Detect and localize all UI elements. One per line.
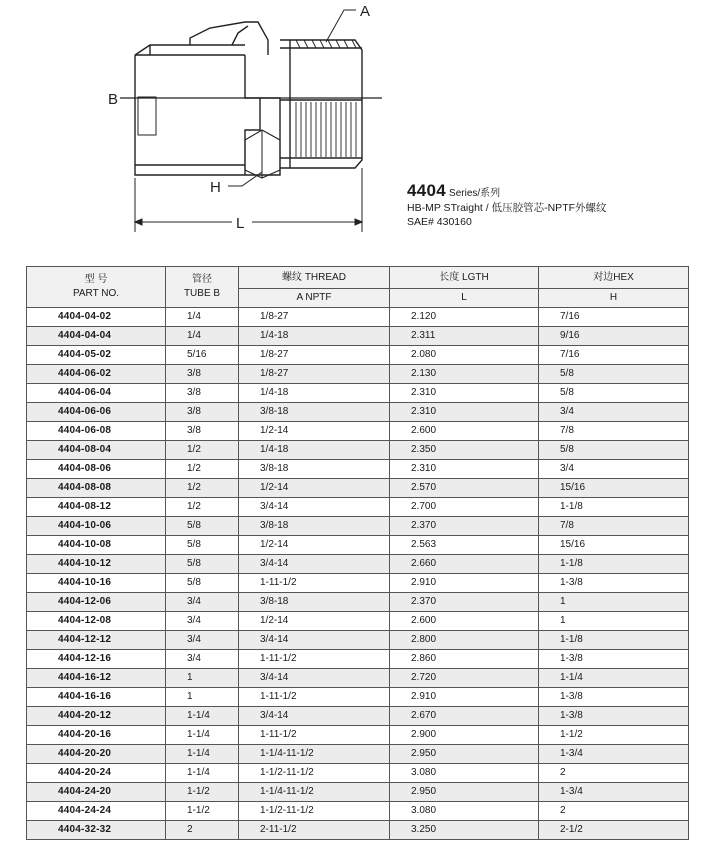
cell-hex: 1-3/4 [539, 745, 689, 764]
cell-hex: 1-3/8 [539, 707, 689, 726]
cell-part-no: 4404-08-08 [27, 479, 166, 498]
series-number: 4404 [407, 181, 447, 200]
cell-length: 2.600 [390, 422, 539, 441]
series-block [407, 181, 607, 229]
cell-part-no: 4404-08-12 [27, 498, 166, 517]
cell-part-no: 4404-06-04 [27, 384, 166, 403]
table-row [27, 327, 689, 346]
cell-tube: 1/2 [166, 479, 239, 498]
cell-part-no: 4404-10-06 [27, 517, 166, 536]
cell-length: 2.130 [390, 365, 539, 384]
header-part-no [27, 267, 166, 308]
header-part-cn: 型 号 [84, 274, 108, 285]
cell-tube: 5/8 [166, 536, 239, 555]
cell-tube: 1-1/2 [166, 783, 239, 802]
header-tube-en: TUBE B [183, 288, 221, 299]
table-row [27, 631, 689, 650]
cell-length: 2.310 [390, 384, 539, 403]
cell-hex: 15/16 [539, 536, 689, 555]
spec-table [26, 266, 689, 840]
table-row [27, 650, 689, 669]
table-row [27, 745, 689, 764]
stem-barbs [190, 22, 268, 55]
cell-length: 2.900 [390, 726, 539, 745]
cell-thread: 1-1/2-11-1/2 [239, 802, 390, 821]
cell-hex: 5/8 [539, 365, 689, 384]
cell-part-no: 4404-05-02 [27, 346, 166, 365]
cell-part-no: 4404-24-24 [27, 802, 166, 821]
cell-hex: 7/16 [539, 346, 689, 365]
cell-thread: 1-1/2-11-1/2 [239, 764, 390, 783]
cell-part-no: 4404-04-04 [27, 327, 166, 346]
callout-b: B [108, 91, 119, 108]
cell-thread: 1/4-18 [239, 441, 390, 460]
cell-thread: 1/8-27 [239, 346, 390, 365]
cell-length: 2.950 [390, 745, 539, 764]
callout-l: L [236, 215, 245, 232]
cell-part-no: 4404-10-12 [27, 555, 166, 574]
table-row [27, 593, 689, 612]
cell-hex: 1-1/8 [539, 555, 689, 574]
cell-tube: 1/4 [166, 308, 239, 327]
callout-h: H [210, 179, 221, 196]
cell-part-no: 4404-10-08 [27, 536, 166, 555]
cell-length: 2.370 [390, 517, 539, 536]
cell-thread: 1-11-1/2 [239, 688, 390, 707]
cell-part-no: 4404-08-06 [27, 460, 166, 479]
series-sae: SAE# 430160 [407, 216, 472, 228]
table-row [27, 346, 689, 365]
cell-thread: 3/8-18 [239, 517, 390, 536]
cell-tube: 1/2 [166, 460, 239, 479]
cell-hex: 2-1/2 [539, 821, 689, 840]
cell-hex: 3/4 [539, 460, 689, 479]
table-row [27, 764, 689, 783]
table-row [27, 574, 689, 593]
cell-part-no: 4404-08-04 [27, 441, 166, 460]
table-row [27, 669, 689, 688]
header-length-sub: L [390, 289, 539, 308]
header-part-en: PART NO. [72, 288, 120, 299]
series-word: Series/系列 [449, 188, 501, 199]
cell-tube: 1/4 [166, 327, 239, 346]
cell-tube: 3/8 [166, 365, 239, 384]
cell-hex: 1-3/8 [539, 574, 689, 593]
cell-part-no: 4404-12-16 [27, 650, 166, 669]
cell-thread: 1-11-1/2 [239, 574, 390, 593]
cell-hex: 15/16 [539, 479, 689, 498]
cell-thread: 1/2-14 [239, 612, 390, 631]
cell-length: 2.310 [390, 460, 539, 479]
table-body [27, 308, 689, 840]
cell-hex: 7/8 [539, 517, 689, 536]
cell-hex: 5/8 [539, 441, 689, 460]
header-tube [166, 267, 239, 308]
cell-tube: 1-1/4 [166, 726, 239, 745]
table-row [27, 555, 689, 574]
cell-hex: 3/4 [539, 403, 689, 422]
cell-length: 2.370 [390, 593, 539, 612]
cell-part-no: 4404-20-16 [27, 726, 166, 745]
cell-part-no: 4404-12-06 [27, 593, 166, 612]
cell-part-no: 4404-04-02 [27, 308, 166, 327]
cell-hex: 1-1/4 [539, 669, 689, 688]
table-row [27, 460, 689, 479]
header-hex: 对边HEX [539, 267, 689, 289]
series-description: HB-MP STraight / 低压胶管芯-NPTF外螺纹 [407, 202, 607, 214]
cell-length: 3.080 [390, 802, 539, 821]
cell-hex: 9/16 [539, 327, 689, 346]
cell-tube: 3/4 [166, 612, 239, 631]
cell-length: 2.570 [390, 479, 539, 498]
cell-tube: 3/8 [166, 422, 239, 441]
cell-length: 2.311 [390, 327, 539, 346]
table-row [27, 308, 689, 327]
cell-tube: 1/2 [166, 498, 239, 517]
cell-hex: 7/16 [539, 308, 689, 327]
table-row [27, 612, 689, 631]
table-row [27, 726, 689, 745]
cell-tube: 3/4 [166, 631, 239, 650]
cell-length: 2.720 [390, 669, 539, 688]
cell-length: 2.080 [390, 346, 539, 365]
cell-thread: 1-1/4-11-1/2 [239, 783, 390, 802]
stem-outline [135, 45, 245, 175]
table-row [27, 821, 689, 840]
cell-hex: 7/8 [539, 422, 689, 441]
cell-length: 2.563 [390, 536, 539, 555]
cell-thread: 1-11-1/2 [239, 650, 390, 669]
table-row [27, 479, 689, 498]
cell-part-no: 4404-12-12 [27, 631, 166, 650]
cell-tube: 5/8 [166, 555, 239, 574]
cell-tube: 2 [166, 821, 239, 840]
cell-length: 2.120 [390, 308, 539, 327]
cell-tube: 3/8 [166, 403, 239, 422]
cell-tube: 1-1/4 [166, 764, 239, 783]
table-row [27, 441, 689, 460]
cell-length: 2.700 [390, 498, 539, 517]
cell-thread: 1/8-27 [239, 365, 390, 384]
cell-hex: 1-1/2 [539, 726, 689, 745]
cell-part-no: 4404-20-24 [27, 764, 166, 783]
cell-hex: 5/8 [539, 384, 689, 403]
cell-part-no: 4404-20-20 [27, 745, 166, 764]
table-row [27, 707, 689, 726]
table-header [27, 267, 689, 308]
cell-tube: 3/8 [166, 384, 239, 403]
cell-thread: 3/8-18 [239, 403, 390, 422]
cell-tube: 5/8 [166, 574, 239, 593]
cell-tube: 1 [166, 688, 239, 707]
cell-length: 3.250 [390, 821, 539, 840]
table-row [27, 802, 689, 821]
table-row [27, 384, 689, 403]
cell-tube: 1-1/2 [166, 802, 239, 821]
cell-part-no: 4404-16-12 [27, 669, 166, 688]
cell-thread: 3/8-18 [239, 593, 390, 612]
cell-hex: 1-1/8 [539, 631, 689, 650]
cell-tube: 1/2 [166, 441, 239, 460]
cell-thread: 1/2-14 [239, 422, 390, 441]
cell-thread: 3/4-14 [239, 498, 390, 517]
cell-thread: 2-11-1/2 [239, 821, 390, 840]
cell-thread: 3/4-14 [239, 707, 390, 726]
cell-part-no: 4404-32-32 [27, 821, 166, 840]
cell-part-no: 4404-16-16 [27, 688, 166, 707]
header-hex-sub: H [539, 289, 689, 308]
cell-length: 2.660 [390, 555, 539, 574]
cell-tube: 1-1/4 [166, 745, 239, 764]
header-thread-sub: A NPTF [239, 289, 390, 308]
cell-hex: 2 [539, 802, 689, 821]
cell-part-no: 4404-06-08 [27, 422, 166, 441]
cell-thread: 1/8-27 [239, 308, 390, 327]
cell-length: 2.860 [390, 650, 539, 669]
cell-length: 2.910 [390, 688, 539, 707]
cell-length: 2.910 [390, 574, 539, 593]
cell-tube: 3/4 [166, 593, 239, 612]
cell-part-no: 4404-06-02 [27, 365, 166, 384]
cell-thread: 1/4-18 [239, 327, 390, 346]
table-row [27, 498, 689, 517]
cell-hex: 1-3/8 [539, 650, 689, 669]
header-thread: 螺纹 THREAD [239, 267, 390, 289]
table-row [27, 403, 689, 422]
cell-part-no: 4404-12-08 [27, 612, 166, 631]
cell-hex: 1-1/8 [539, 498, 689, 517]
callout-a: A [360, 3, 371, 20]
cell-hex: 1-3/4 [539, 783, 689, 802]
cell-hex: 1 [539, 612, 689, 631]
cell-thread: 1/2-14 [239, 479, 390, 498]
cell-hex: 1-3/8 [539, 688, 689, 707]
cell-tube: 1 [166, 669, 239, 688]
cell-thread: 3/8-18 [239, 460, 390, 479]
cell-length: 2.600 [390, 612, 539, 631]
cell-tube: 3/4 [166, 650, 239, 669]
table-row [27, 783, 689, 802]
cell-hex: 2 [539, 764, 689, 783]
cell-tube: 5/8 [166, 517, 239, 536]
series-title [407, 181, 607, 201]
cell-thread: 3/4-14 [239, 631, 390, 650]
table-row [27, 365, 689, 384]
cell-part-no: 4404-10-16 [27, 574, 166, 593]
cell-part-no: 4404-20-12 [27, 707, 166, 726]
cell-length: 2.670 [390, 707, 539, 726]
cell-thread: 1/2-14 [239, 536, 390, 555]
cell-length: 2.310 [390, 403, 539, 422]
cell-length: 2.800 [390, 631, 539, 650]
table-row [27, 422, 689, 441]
cell-length: 2.350 [390, 441, 539, 460]
fitting-diagram [95, 0, 400, 240]
header-length: 长度 LGTH [390, 267, 539, 289]
cell-hex: 1 [539, 593, 689, 612]
cell-part-no: 4404-06-06 [27, 403, 166, 422]
cell-length: 3.080 [390, 764, 539, 783]
cell-length: 2.950 [390, 783, 539, 802]
header-tube-cn: 管径 [192, 274, 212, 285]
cell-part-no: 4404-24-20 [27, 783, 166, 802]
cell-thread: 1-11-1/2 [239, 726, 390, 745]
table-row [27, 688, 689, 707]
cell-thread: 3/4-14 [239, 669, 390, 688]
table-row [27, 536, 689, 555]
table-row [27, 517, 689, 536]
cell-tube: 1-1/4 [166, 707, 239, 726]
cell-thread: 1-1/4-11-1/2 [239, 745, 390, 764]
cell-tube: 5/16 [166, 346, 239, 365]
cell-thread: 1/4-18 [239, 384, 390, 403]
cell-thread: 3/4-14 [239, 555, 390, 574]
